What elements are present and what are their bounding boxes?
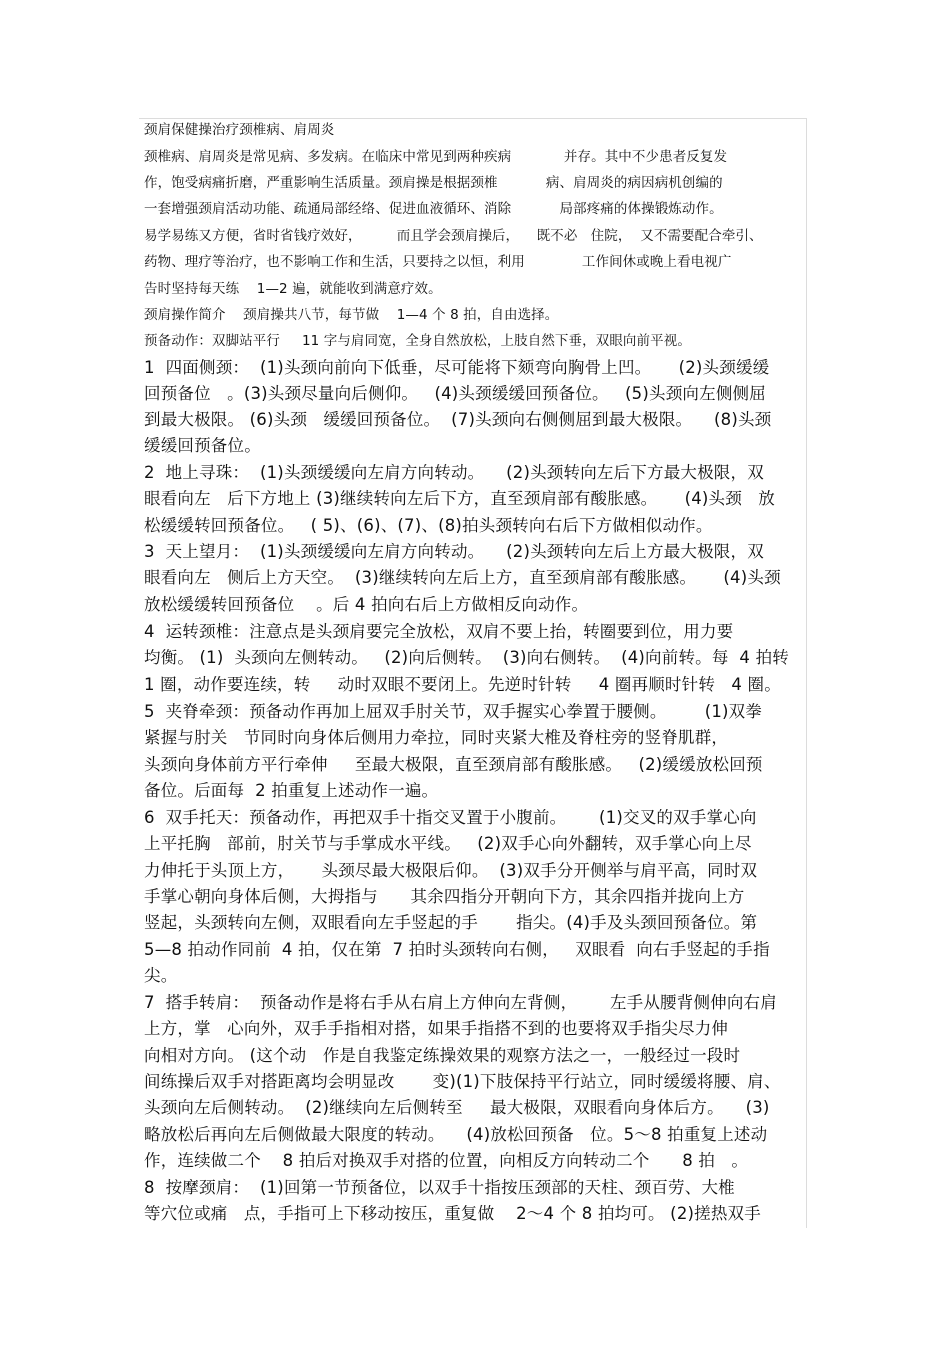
body-line-13: 1 圈，动作要连续，转 动时双眼不要闭上。先逆时针转 4 圈再顺时针转 4 圈。 [144,675,781,694]
body-line-17: 备位。后面每 2 拍重复上述动作一遍。 [144,781,439,800]
body-line-26: 上方，掌 心向外，双手手指相对搭，如果手指搭不到的也要将双手指尖尽力伸 [144,1019,729,1038]
body-line-33: 等穴位或痛 点，手指可上下移动按压，重复做 2～4 个 8 拍均可。 (2)搓热双手 [144,1204,761,1223]
intro-line-2: 作，饱受病痛折磨，严重影响生活质量。颈肩操是根据颈椎 病、肩周炎的病因病机创编的 [144,175,723,191]
body-line-15: 紧握与肘关 节同时向身体后侧用力牵拉，同时夹紧大椎及脊柱旁的竖脊肌群， [144,728,729,747]
body-line-5: 2 地上寻珠： (1)头颈缓缓向左肩方向转动。 (2)头颈转向左后下方最大极限，双 [144,463,764,482]
intro-line-6: 告时坚持每天练 1—2 遍，就能收到满意疗效。 [144,281,442,297]
body-line-14: 5 夹脊牵颈：预备动作再加上屈双手肘关节，双手握实心拳置于腰侧。 (1)双拳 [144,702,763,721]
body-line-12: 均衡。 (1) 头颈向左侧转动。 (2)向后侧转。 (3)向右侧转。 (4)向前转。每 4 拍转 [144,648,789,667]
body-line-3: 到最大极限。 (6)头颈 缓缓回预备位。 (7)头颈向右侧侧屈到最大极限。 (8)头颈 [144,410,772,429]
body-line-6: 眼看向左 后下方地上 (3)继续转向左后下方，直至颈肩部有酸胀感。 (4)头颈 放 [144,489,775,508]
body-line-24: 尖。 [144,966,178,985]
body-line-32: 8 按摩颈肩： (1)回第一节预备位，以双手十指按压颈部的天柱、颈百劳、大椎 [144,1178,735,1197]
body-line-16: 头颈向身体前方平行牵伸 至最大极限，直至颈肩部有酸胀感。 (2)缓缓放松回预 [144,755,763,774]
body-line-20: 力伸托于头顶上方， 头颈尽最大极限后仰。 (3)双手分开侧举与肩平高，同时双 [144,861,758,880]
intro-line-5: 药物、理疗等治疗，也不影响工作和生活，只要持之以恒，利用 工作间休或晚上看电视广 [144,254,732,270]
body-line-29: 头颈向左后侧转动。 (2)继续向左后侧转至 最大极限，双眼看向身体后方。 (3) [144,1098,770,1117]
intro-line-4: 易学易练又方便，省时省钱疗效好， 而且学会颈肩操后， 既不必 住院， 又不需要配合牵引、 [144,228,763,244]
body-line-18: 6 双手托天：预备动作，再把双手十指交叉置于小腹前。 (1)交叉的双手掌心向 [144,808,757,827]
body-line-28: 间练操后双手对搭距离均会明显改 变)(1)下肢保持平行站立，同时缓缓将腰、肩、 [144,1072,781,1091]
body-line-23: 5—8 拍动作同前 4 拍，仅在第 7 拍时头颈转向右侧， 双眼看 向右手竖起的手指 [144,940,770,959]
body-line-4: 缓缓回预备位。 [144,436,261,455]
body-line-19: 上平托胸 部前，肘关节与手掌成水平线。 (2)双手心向外翻转，双手掌心向上尽 [144,834,752,853]
body-line-7: 松缓缓转回预备位。 ( 5)、(6)、(7)、(8)拍头颈转向右后下方做相似动作。 [144,516,713,535]
body-line-11: 4 运转颈椎：注意点是头颈肩要完全放松，双肩不要上抬，转圈要到位，用力要 [144,622,734,641]
body-line-8: 3 天上望月： (1)头颈缓缓向左肩方向转动。 (2)头颈转向左后上方最大极限，双 [144,542,764,561]
body-line-9: 眼看向左 侧后上方天空。 (3)继续转向左后上方，直至颈肩部有酸胀感。 (4)头颈 [144,568,781,587]
body-line-1: 1 四面侧颈： (1)头颈向前向下低垂，尽可能将下颏弯向胸骨上凹。 (2)头颈缓缓 [144,358,770,377]
intro-line-3: 一套增强颈肩活动功能、疏通局部经络、促进血液循环、消除 局部疼痛的体操锻炼动作。 [144,201,723,217]
body-line-30: 略放松后再向左后侧做最大限度的转动。 (4)放松回预备 位。5～8 拍重复上述动 [144,1125,768,1144]
body-line-22: 竖起，头颈转向左侧，双眼看向左手竖起的手 指尖。(4)手及头颈回预备位。第 [144,913,758,932]
body-line-2: 回预备位 。(3)头颈尽量向后侧仰。 (4)头颈缓缓回预备位。 (5)头颈向左侧侧屈 [144,384,766,403]
document-title: 颈肩保健操治疗颈椎病、肩周炎 [144,122,335,138]
prep-line: 预备动作：双脚站平行 11 字与肩同宽，全身自然放松，上肢自然下垂，双眼向前平视。 [144,333,691,349]
body-line-27: 向相对方向。 (这个动 作是自我鉴定练操效果的观察方法之一，一般经过一段时 [144,1046,741,1065]
body-line-31: 作，连续做二个 8 拍后对换双手对搭的位置，向相反方向转动二个 8 拍 。 [144,1151,749,1170]
body-line-21: 手掌心朝向身体后侧，大拇指与 其余四指分开朝向下方，其余四指并拢向上方 [144,887,745,906]
intro-line-1: 颈椎病、肩周炎是常见病、多发病。在临床中常见到两种疾病 并存。其中不少患者反复发 [144,149,728,165]
body-line-10: 放松缓缓转回预备位 。后 4 拍向右后上方做相反向动作。 [144,595,589,614]
body-line-25: 7 搭手转肩： 预备动作是将右手从右肩上方伸向左背侧， 左手从腰背侧伸向右肩 [144,993,777,1012]
overview-line: 颈肩操作简介 颈肩操共八节，每节做 1—4 个 8 拍，自由选择。 [144,307,559,323]
